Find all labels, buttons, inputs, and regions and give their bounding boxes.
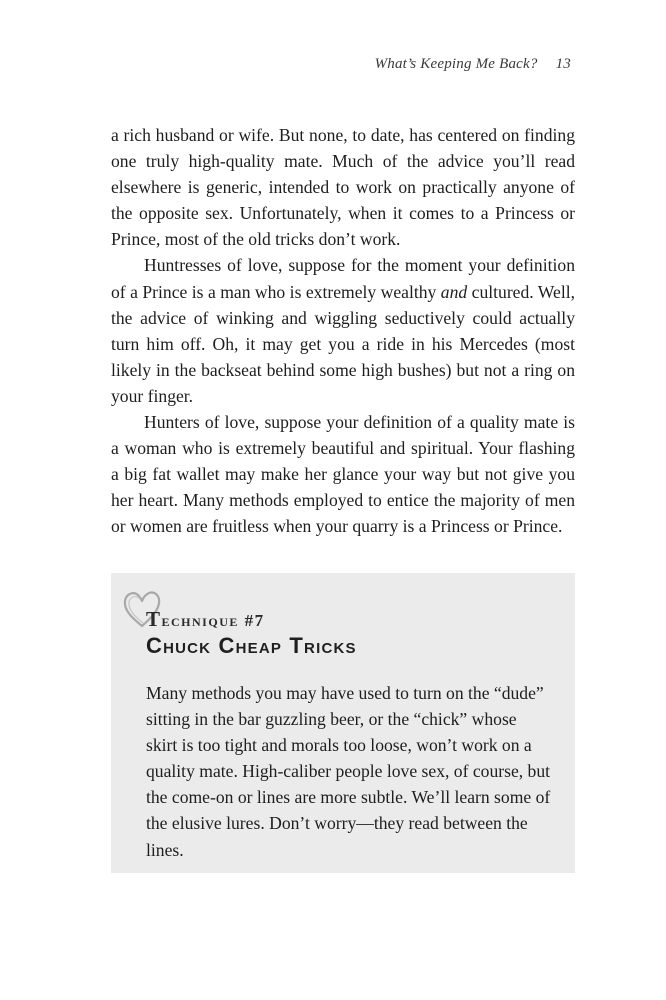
- technique-label-word: echnique: [161, 611, 239, 630]
- running-head-title: What’s Keeping Me Back?: [374, 56, 538, 72]
- paragraph-2-before: Huntresses of love, suppose for the moment your definition of a Prince is a man who is extremely wealthy: [111, 255, 575, 302]
- paragraph-2-after: cultured. Well, the advice of winking and wiggling seductively could actually turn him off. Oh, it may get you a ride in his Mercedes (most likely in the backseat behind some high bushes) but not a ring on your finger.: [111, 281, 575, 406]
- technique-label-initial: T: [146, 607, 162, 631]
- page-number: 13: [555, 56, 571, 72]
- paragraph-2: [111, 252, 575, 409]
- paragraph-3: Hunters of love, suppose your definition of a quality mate is a woman who is extremely beautiful and spiritual. Your flashing a big fat wallet may make her glance your way but not give you her heart. Many methods employed to entice the majority of men or women are fruitless when your quarry is a Princess or Prince.: [111, 412, 575, 537]
- running-head: [375, 56, 571, 73]
- technique-label: [146, 607, 265, 632]
- paragraph-1: a rich husband or wife. But none, to date, has centered on finding one truly high-quality mate. Much of the advice you’ll read elsewhere is generic, intended to work on practically anyone of the opposite sex. Unfortunately, when it comes to a Princess or Prince, most of the old tricks don’t work.: [111, 125, 575, 250]
- technique-title: Chuck Cheap Tricks: [146, 633, 357, 658]
- technique-box: [111, 573, 575, 873]
- technique-text: Many methods you may have used to turn on the “dude” sitting in the bar guzzling beer, or the “chick” whose skirt is too tight and morals too loose, won’t work on a quality mate. High-caliber people love sex, of course, but the come-on or lines are more subtle. We’ll learn some of the elusive lures. Don’t worry—they read between the lines.: [146, 683, 551, 860]
- body-text: [111, 122, 575, 540]
- paragraph-2-emphasis: and: [440, 281, 468, 302]
- technique-number: #7: [244, 611, 265, 630]
